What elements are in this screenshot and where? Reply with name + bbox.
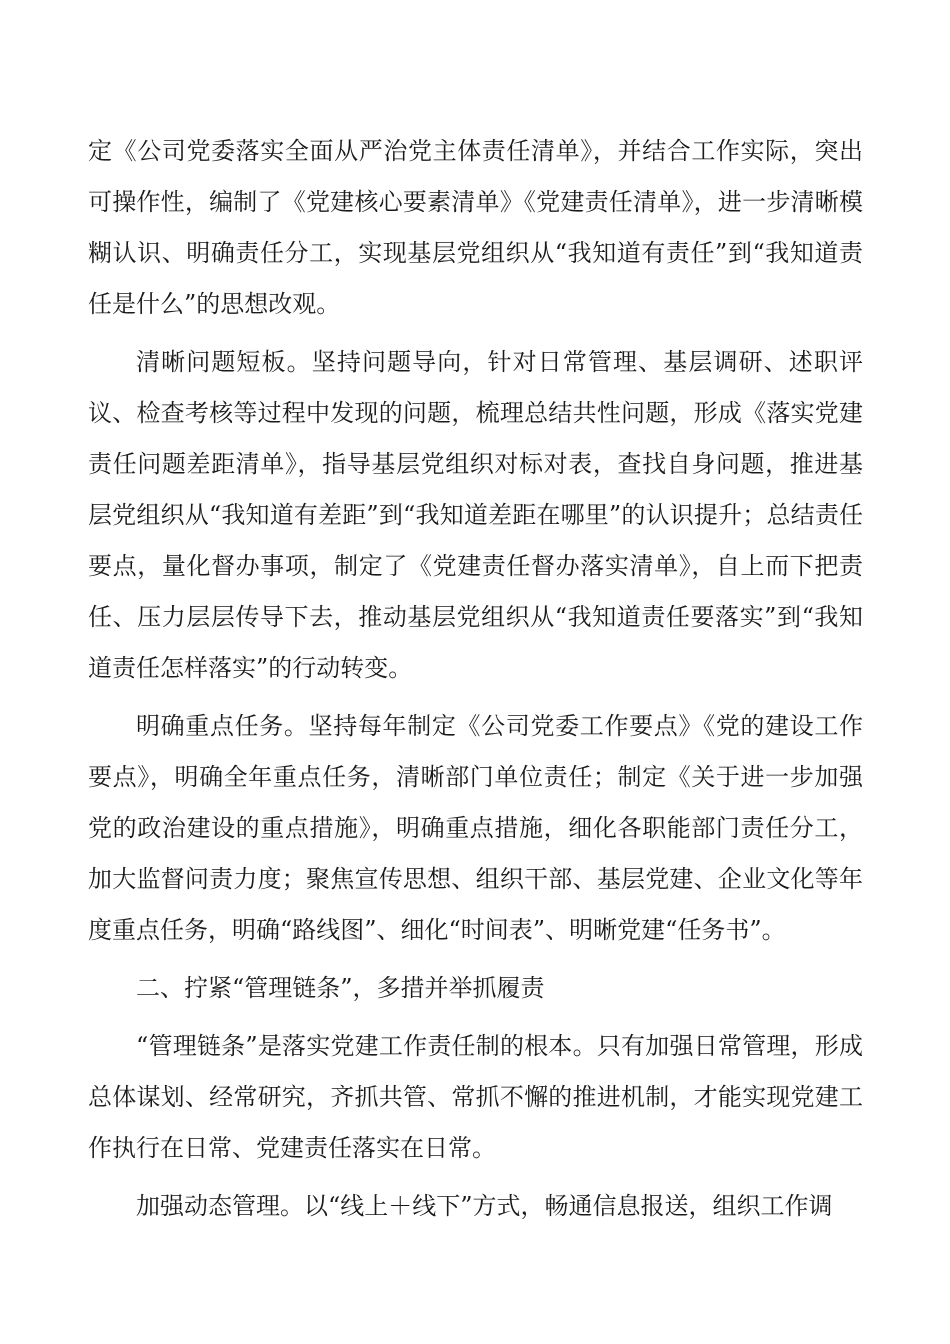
paragraph-problem-shortcomings: 清晰问题短板。坚持问题导向，针对日常管理、基层调研、述职评议、检查考核等过程中发现的问题，梳理总结共性问题，形成《落实党建责任问题差距清单》，指导基层党组织对标对表，查找自身问题，推进基层党组织从“我知道有差距”到“我知道差距在哪里”的认识提升；总结责任要点，量化督办事项，制定了《党建责任督办落实清单》，自上而下把责任、压力层层传导下去，推动基层党组织从“我知道责任要落实”到“我知道责任怎样落实”的行动转变。	[88, 348, 863, 682]
document-body	[88, 126, 863, 1239]
paragraph-management-chain: “管理链条”是落实党建工作责任制的根本。只有加强日常管理，形成总体谋划、经常研究，齐抓共管、常抓不懈的推进机制，才能实现党建工作执行在日常、党建责任落实在日常。	[88, 1032, 863, 1162]
paragraph-key-tasks: 明确重点任务。坚持每年制定《公司党委工作要点》《党的建设工作要点》，明确全年重点任务，清晰部门单位责任；制定《关于进一步加强党的政治建设的重点措施》，明确重点措施，细化各职能部门责任分工，加大监督问责力度；聚焦宣传思想、组织干部、基层党建、企业文化等年度重点任务，明确“路线图”、细化“时间表”、明晰党建“任务书”。	[88, 712, 863, 944]
section-heading: 二、拧紧“管理链条”，多措并举抓履责	[136, 974, 545, 1002]
paragraph-continued: 定《公司党委落实全面从严治党主体责任清单》，并结合工作实际，突出可操作性，编制了《党建核心要素清单》《党建责任清单》，进一步清晰模糊认识、明确责任分工，实现基层党组织从“我知道有责任”到“我知道责任是什么”的思想改观。	[88, 137, 863, 318]
paragraph-dynamic-management: 加强动态管理。以“线上＋线下”方式，畅通信息报送，组织工作调	[136, 1192, 833, 1220]
